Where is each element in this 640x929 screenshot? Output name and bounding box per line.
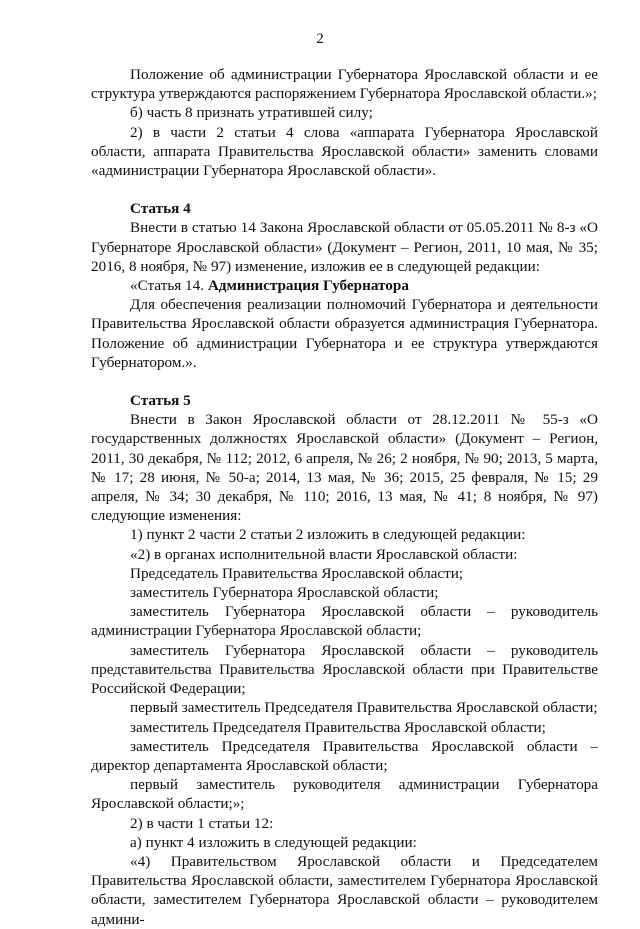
list-item: 1) пункт 2 части 2 статьи 2 изложить в следующей редакции: bbox=[130, 526, 526, 544]
paragraph: б) часть 8 признать утратившей силу; bbox=[130, 104, 373, 122]
quoted-article-title bbox=[91, 276, 598, 295]
article-heading: Статья 4 bbox=[130, 200, 191, 218]
article-heading: Статья 5 bbox=[130, 392, 191, 410]
quoted-article-number: «Статья 14. bbox=[130, 277, 205, 295]
quoted-article-name: Администрация Губернатора bbox=[207, 277, 409, 295]
paragraph: Внести в Закон Ярославской области от 28.12.2011 № 55-з «О государственных должностях Ярославской области» (Документ – Регион, 2011, 30 декабря, № 112; 2012, 6 апреля, № 26; 2 ноября, № 90; 2013, 5 марта, № 17; 28 июня, № 50-а; 2014, 13 мая, № 36; 2015, 25 февраля, № 15; 29 апреля, № 34; 30 декабря, № 110; 2016, 13 мая, № 41; 8 ноября, № 97) следующие изменения: bbox=[91, 411, 598, 525]
list-item: заместитель Председателя Правительства Ярославской области – директор департамента Ярославской области; bbox=[91, 737, 598, 774]
list-item: «2) в органах исполнительной власти Ярославской области: bbox=[130, 545, 518, 563]
list-item: а) пункт 4 изложить в следующей редакции: bbox=[130, 833, 417, 851]
list-item: заместитель Губернатора Ярославской области – руководитель представительства Правительства Ярославской области при Правительстве Российской Федерации; bbox=[91, 641, 598, 698]
paragraph: 2) в части 2 статьи 4 слова «аппарата Губернатора Ярославской области, аппарата Правительства Ярославской области» заменить словами «администрации Губернатора Ярославской области». bbox=[91, 123, 598, 180]
list-item: заместитель Губернатора Ярославской области; bbox=[130, 584, 439, 602]
list-item: заместитель Губернатора Ярославской области – руководитель администрации Губернатора Ярославской области; bbox=[91, 603, 598, 640]
document-body bbox=[91, 65, 598, 929]
paragraph: Внести в статью 14 Закона Ярославской области от 05.05.2011 № 8-з «О Губернаторе Ярославской области» (Документ – Регион, 2011, 10 мая, № 35; 2016, 8 ноября, № 97) изменение, изложив ее в следующей редакции: bbox=[91, 219, 598, 275]
page-number: 2 bbox=[316, 31, 324, 47]
list-item: Председатель Правительства Ярославской области; bbox=[130, 564, 464, 582]
paragraph: Положение об администрации Губернатора Ярославской области и ее структура утверждаются распоряжением Губернатора Ярославской области.»; bbox=[91, 66, 598, 103]
list-item: заместитель Председателя Правительства Ярославской области; bbox=[130, 718, 546, 736]
list-item: первый заместитель руководителя администрации Губернатора Ярославской области;»; bbox=[91, 776, 598, 813]
list-item: «4) Правительством Ярославской области и Председателем Правительства Ярославской области, заместителем Губернатора Ярославской области, заместителем Губернатора Ярославской области – руководителем админи- bbox=[91, 852, 598, 928]
paragraph: Для обеспечения реализации полномочий Губернатора и деятельности Правительства Ярославской области образуется администрация Губернатора. Положение об администрации Губернатора и ее структура утверждаются Губернатором.». bbox=[91, 296, 598, 371]
list-item: первый заместитель Председателя Правительства Ярославской области; bbox=[130, 699, 598, 717]
list-item: 2) в части 1 статьи 12: bbox=[130, 814, 274, 832]
